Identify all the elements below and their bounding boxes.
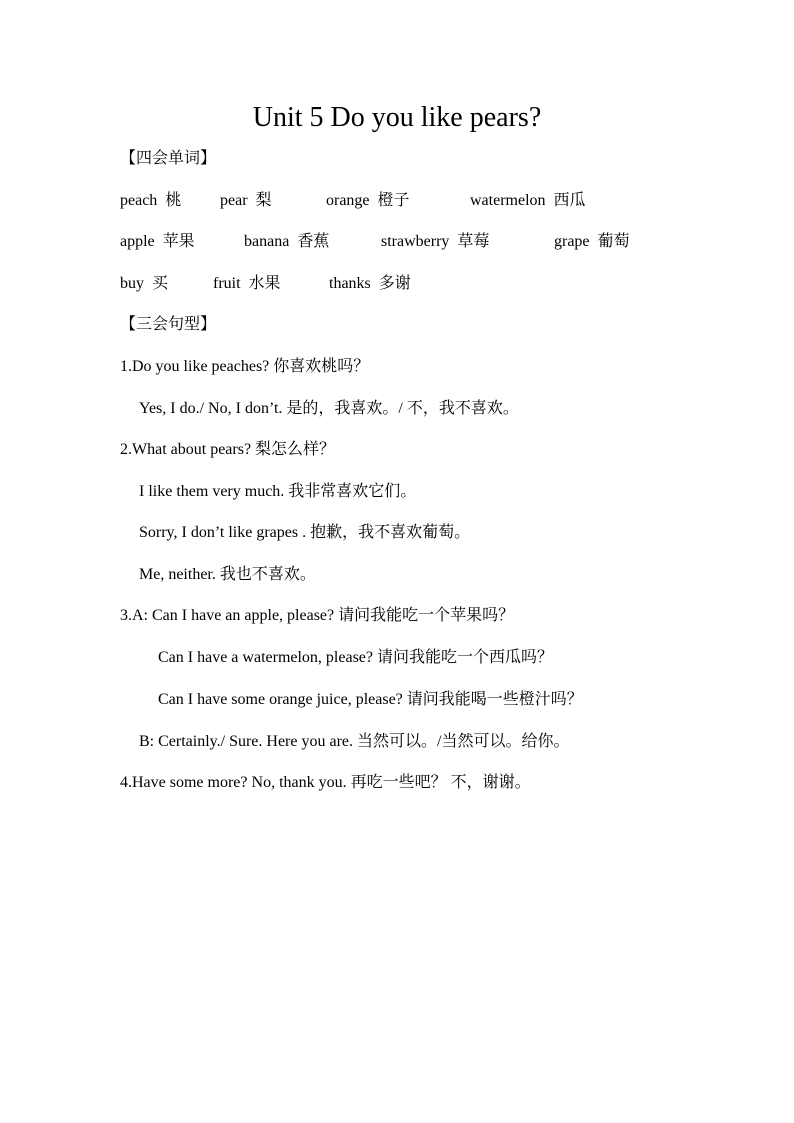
- vocab-en: pear: [220, 192, 248, 209]
- sentence-line: Yes, I do./ No, I don’t. 是的，我喜欢。/ 不，我不喜欢。: [139, 400, 519, 417]
- vocab-en: watermelon: [470, 192, 546, 209]
- sentence-line: 3.A: Can I have an apple, please? 请问我能吃一个苹果吗？: [120, 607, 515, 624]
- vocab-zh: 橙子: [377, 192, 410, 209]
- vocab-en: apple: [120, 233, 155, 250]
- sentence-heading: 【三会句型】: [120, 316, 217, 333]
- vocab-item: [120, 190, 181, 212]
- vocab-en: buy: [120, 275, 144, 292]
- vocab-item: [213, 273, 281, 295]
- sentence-line: Can I have some orange juice, please? 请问我能喝一些橙汁吗？: [158, 691, 583, 708]
- sentence-line: Me, neither. 我也不喜欢。: [139, 566, 316, 583]
- vocab-item: [554, 231, 630, 253]
- vocab-en: grape: [554, 233, 590, 250]
- vocab-item: [470, 190, 586, 212]
- sentence-line: Sorry, I don’t like grapes . 抱歉，我不喜欢葡萄。: [139, 524, 471, 541]
- vocab-item: [329, 273, 411, 295]
- vocab-zh: 水果: [248, 275, 281, 292]
- sentence-line: I like them very much. 我非常喜欢它们。: [139, 483, 417, 500]
- page-title: Unit 5 Do you like pears?: [252, 102, 542, 133]
- vocab-zh: 草莓: [457, 233, 490, 250]
- vocab-item: [381, 231, 489, 253]
- vocab-item: [220, 190, 272, 212]
- vocab-item: [326, 190, 410, 212]
- vocab-zh: 桃: [165, 192, 182, 209]
- vocab-zh: 西瓜: [553, 192, 586, 209]
- vocab-zh: 梨: [255, 192, 272, 209]
- sentence-line: B: Certainly./ Sure. Here you are. 当然可以。/当然可以。给你。: [139, 733, 570, 750]
- vocab-en: strawberry: [381, 233, 450, 250]
- sentence-line: 1.Do you like peaches? 你喜欢桃吗？: [120, 358, 370, 375]
- vocab-en: orange: [326, 192, 370, 209]
- vocab-item: [244, 231, 329, 253]
- vocab-item: [120, 273, 168, 295]
- vocab-zh: 买: [152, 275, 169, 292]
- vocab-zh: 多谢: [378, 275, 411, 292]
- vocab-en: thanks: [329, 275, 371, 292]
- sentence-line: 2.What about pears? 梨怎么样？: [120, 441, 336, 458]
- vocab-zh: 香蕉: [297, 233, 330, 250]
- vocab-en: peach: [120, 192, 158, 209]
- vocab-item: [120, 231, 195, 253]
- sentence-line: 4.Have some more? No, thank you. 再吃一些吧？ 不，谢谢。: [120, 774, 531, 791]
- sentence-line: Can I have a watermelon, please? 请问我能吃一个西瓜吗？: [158, 649, 554, 666]
- vocab-en: fruit: [213, 275, 241, 292]
- vocab-heading: 【四会单词】: [120, 150, 217, 167]
- vocab-zh: 葡萄: [597, 233, 630, 250]
- vocab-en: banana: [244, 233, 290, 250]
- vocab-zh: 苹果: [162, 233, 195, 250]
